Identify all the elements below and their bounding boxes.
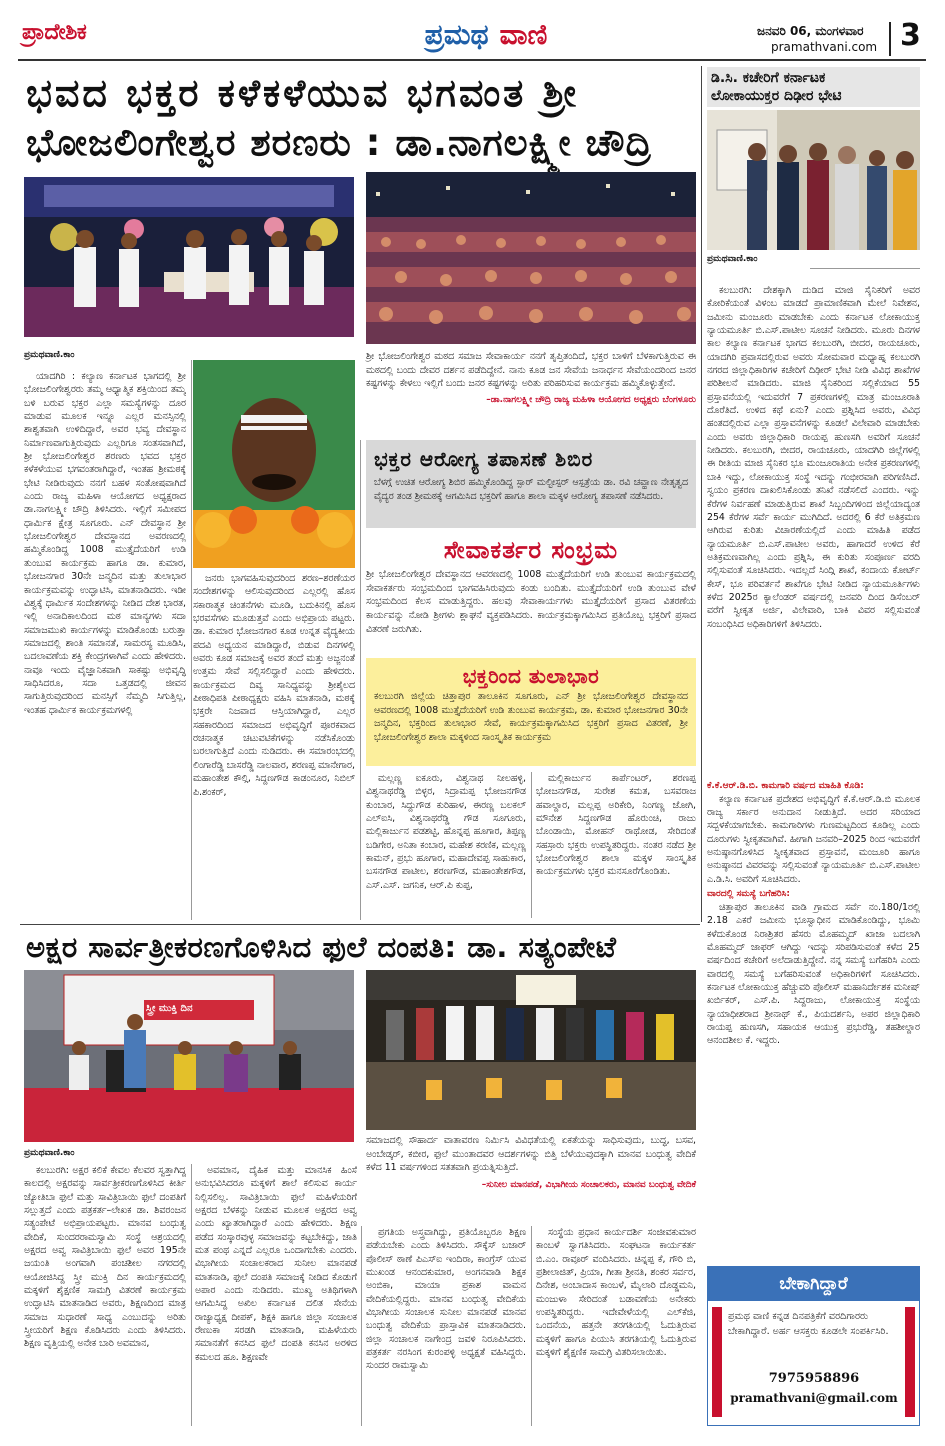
column-rule — [361, 1226, 362, 1426]
event-banner-text: ಸ್ತ್ರೀ ಮುಕ್ತಿ ದಿನ — [146, 1003, 193, 1014]
lead-column-3 — [366, 772, 526, 918]
second-caption — [366, 1134, 696, 1224]
credit-underline — [810, 268, 920, 269]
right-story-paragraph-1: ಕಲಬುರಗಿ: ದೇಶಕ್ಕಾಗಿ ದುಡಿದ ಮಾಜಿ ಸೈನಿಕರಿಗೆ ಅವರ ಕೋರಿಕೆಯಂತೆ ವಿಳಂಬ ಮಾಡದೆ ಪ್ರಾಮಾಣಿಕವಾಗಿ ಮೇಲೆ ನಿವೇಶನ, ಜಮೀನು ಮಂಜೂರು ಮಾಡಬೇಕು ಎಂದು ಕರ್ನಾಟಕ ಲೋಕಾಯುಕ್ತ ನ್ಯಾಯಮೂರ್ತಿ ಬಿ.ಎಸ್.ಪಾಟೀಲ ಸೂಚನೆ ನೀಡಿದರು. ಮೂರು ದಿನಗಳ ಕಾಲ ಕಲ್ಯಾಣ ಕರ್ನಾಟಕ ಭಾಗದ ಕಲಬುರಗಿ, ಬೀದರ, ರಾಯಚೂರು, ಯಾದಗಿರಿ ಪ್ರವಾಸದಲ್ಲಿರುವ ಅವರು ಸೋಮವಾರ ಮಧ್ಯಾಹ್ನ ಕಲಬುರಗಿ ನಗರದ ಜಿಲ್ಲಾಧಿಕಾರಿಗಳ ಕಚೇರಿಗೆ ದಿಢೀರ್ ಭೇಟಿ ನೀಡಿ ವಿವಿಧ ಶಾಖೆಗಳ ಪರಿಶೀಲನೆ ಮಾಡಿದರು. ಮಾಜಿ ಸೈನಿಕರಿಂದ ಸಲ್ಲಿಕೆಯಾದ 55 ಪ್ರಸ್ತಾವನೆಯಲ್ಲಿ ಇದುವರೆಗೆ 7 ಪ್ರಕರಣಗಳಲ್ಲಿ ಮಾತ್ರ ಮಂಜೂರಾತಿ ದೊರೆತಿದೆ. ಉಳಿದ ಕಥೆ ಏನು? ಎಂದು ಪ್ರಶ್ನಿಸಿದ ಅವರು, ವಿವಿಧ ಹಂತದಲ್ಲಿರುವ ಎಲ್ಲಾ ಪ್ರಸ್ತಾವನೆಗಳನ್ನು ಕೂಡಲೆ ವಿಲೇವಾರಿ ಮಾಡಬೇಕು ಎಂದು ಅವರು ಜಿಲ್ಲಾಧಿಕಾರಿ ರಾಯಪ್ಪ ಹುಣಸಗಿ ಅವರಿಗೆ ಸೂಚನೆ ನೀಡಿದರು. ಕಲಬುರಗಿ, ಬೀದರ, ರಾಯಚೂರು, ಯಾದಗಿರಿ ಜಿಲ್ಲೆಗಳಲ್ಲಿ ಈ ರೀತಿಯ ಮಾಜಿ ಸೈನಿಕರ ಭೂ ಮಂಜೂರಾತಿಯ ಅನೇಕ ಪ್ರಕರಣಗಳಲ್ಲಿ ಬಾಕಿ ಇದ್ದು, ಲೋಕಾಯುಕ್ತ ಸಂಸ್ಥೆ ಇದನ್ನು ಗಂಭೀರವಾಗಿ ಪರಿಗಣಿಸಿದೆ. ಸ್ವಯಂ ಪ್ರಕರಣ ದಾಖಲಿಸಿಕೊಂಡು ತನಿಖೆ ನಡೆಸಲಿದೆ ಎಂದರು. ಇನ್ನು ಕೆರೆಗಳ ನಿರ್ವಹಣೆ ಮಾಡುತ್ತಿರುವ ಶಾಖೆ ಸಿಬ್ಬಂದಿಗಳಿಂದ ಜಿಲ್ಲೆಯಾದ್ಯಂತ 254 ಕೆರೆಗಳ ಸರ್ವೆ ಕಾರ್ಯ ಮುಗಿದಿದೆ. ಅದರಲ್ಲಿ 6 ಕೆರೆ ಅತಿಕ್ರಮಣ ಆಗಿರುವ ಕುರಿತು ವಿಚಾರಣೆಯಲ್ಲಿದೆ ಎಂದು ಮಾಹಿತಿ ಪಡೆದ ನ್ಯಾಯಮೂರ್ತಿ ಬಿ.ಎಸ್.ಪಾಟೀಲ ಅವರು, ಹಾಗಾದರೆ ಉಳಿದ ಕೆರೆ ಅತಿಕ್ರಮಣವಾಗಿಲ್ಲ ಎಂದು ಪ್ರಶ್ನಿಸಿ, ಈ ಕುರಿತು ಸಂಪೂರ್ಣ ವರದಿ ಸಲ್ಲಿಸುವಂತೆ ಸೂಚಿಸಿದರು. ಇದಲ್ಲದೆ ಸಿಂದ್ಗಿ ಶಾಖೆ, ಕಂದಾಯ ಕೋರ್ಟ್ ಕೇಸ್, ಭೂ ಪರಿವರ್ತನೆ ಶಾಖೆಗೂ ಭೇಟಿ ನೀಡಿದ ನ್ಯಾಯಮೂರ್ತಿಗಳು ಕಳೆದ 2025ರ ಕ್ಯಾಲೆಂಡರ್ ವರ್ಷದಲ್ಲಿ ಜನವರಿ ದಿಂದ ಡಿಸೆಂಬರ್ ವರೆಗೆ ಸ್ವೀಕೃತ ಅರ್ಜಿ, ವಿಲೇವಾರಿ, ಬಾಕಿ ವಿವರ ಸಲ್ಲಿಸುವಂತೆ ಸಂಬಂಧಿಸಿದ ಅಧಿಕಾರಿಗಳಿಗೆ ತಿಳಿಸಿದರು. — [707, 285, 920, 630]
right-story-headline — [707, 67, 920, 107]
second-caption-text: ಸಮಾಜದಲ್ಲಿ ಸೌಹಾರ್ದ ವಾತಾವರಣ ನಿರ್ಮಿಸಿ ವಿವಿಧತೆಯಲ್ಲಿ ಏಕತೆಯನ್ನು ಸಾಧಿಸುವುದು, ಬುದ್ಧ, ಬಸವ, ಅಂಬೇಡ್ಕರ್, ಕಬೀರ, ಫುಲೆ ಮುಂತಾದವರ ಆದರ್ಶಗಳನ್ನು ಬಿತ್ತಿ ಬೆಳೆಯುವುದಕ್ಕಾಗಿ ಮಾನವ ಬಂಧುತ್ವ ವೇದಿಕೆ ಕಳೆದ 11 ವರ್ಷಗಳಿಂದ ಸತತವಾಗಿ ಪ್ರಯತ್ನಿಸುತ್ತಿದೆ. — [366, 1135, 696, 1174]
column-rule — [191, 1164, 192, 1426]
lead-headline-line1: ಭವದ ಭಕ್ತರ ಕಳೆಕಳೆಯುವ ಭಗವಂತ ಶ್ರೀ — [26, 71, 579, 115]
second-col3-paragraph: ಪ್ರಗತಿಯ ಅಸ್ತ್ರವಾಗಿದ್ದು, ಪ್ರತಿಯೊಬ್ಬರೂ ಶಿಕ್ಷಣ ಪಡೆಯಬೇಕು ಎಂದು ತಿಳಿಸಿದರು. ಸೌಕ್ಕೆಸ್ ಬಜಾರ್ ಪೊಲೀಸ್ ಠಾಣೆ ಪಿಎಸ್‌ಐ ಇಂದಿರಾ, ಕಾಂಗ್ರೆಸ್ ಯುವ ಮುಖಂಡ ಆನಂದಕುಮಾರ, ಅಂಗನವಾಡಿ ಶಿಕ್ಷಕ ಅಂಬಿಕಾ, ಮಾಯಾ ಪ್ರಕಾಶ ವಾಮನ ವೇದಿಕೆಯಲ್ಲಿದ್ದರು. ಮಾನವ ಬಂಧುತ್ವ ವೇದಿಕೆಯ ವಿಭಾಗೀಯ ಸಂಚಾಲಕ ಸುನೀಲ ಮಾನಪಡೆ ಮಾನವ ಬಂಧುತ್ವ ವೇದಿಕೆಯ ಪ್ರಾಸ್ತಾವಿಕ ಮಾತನಾಡಿದರು. ಜಿಲ್ಲಾ ಸಂಚಾಲಕ ನಾಗೇಂದ್ರ ಜವಳಿ ನಿರೂಪಿಸಿದರು. ಪತ್ರಕರ್ತ ನರಸಿಂಗ ಕುರಂಪಳ್ಳಿ ಅಧ್ಯಕ್ಷತೆ ವಹಿಸಿದ್ದರು. ಸುಂದರ ರಾಮಸ್ವಾಮಿ — [366, 1227, 526, 1372]
lead-column-4 — [536, 772, 696, 918]
lead-photo-credit: ಪ್ರಮಥವಾಣಿ.ಕಾಂ — [24, 350, 75, 360]
lead-headline — [26, 68, 706, 168]
second-column-3 — [366, 1226, 526, 1426]
column-rule — [360, 440, 361, 920]
brand-name-part2: ವಾಣಿ — [499, 18, 548, 51]
column-rule — [531, 772, 532, 918]
lead-quote-attribution: –ಡಾ.ನಾಗಲಕ್ಷ್ಮೀ ಚೌದ್ರಿ ರಾಜ್ಯ ಮಹಿಳಾ ಆಯೋಗದ ಅಧ್ಯಕ್ಷರು ಬೆಂಗಳೂರು — [486, 394, 696, 405]
column-rule — [531, 1226, 532, 1426]
event-stage-photo — [24, 970, 354, 1142]
wanted-ad-phone[interactable]: 7975958896 — [768, 1371, 860, 1386]
section-label: ಪ್ರಾದೇಶಿಕ — [22, 20, 87, 45]
group-photo — [366, 970, 696, 1130]
right-headline-line1: ಡಿ.ಸಿ. ಕಚೇರಿಗೆ ಕರ್ನಾಟಕ — [711, 70, 826, 86]
stage-photo — [24, 177, 354, 337]
tulabhara-title: ಭಕ್ತರಿಂದ ತುಲಾಭಾರ — [462, 664, 600, 688]
section-rule — [20, 924, 700, 925]
second-headline: ಅಕ್ಷರ ಸಾರ್ವತ್ರೀಕರಣಗೊಳಿಸಿದ ಫುಲೆ ದಂಪತಿ: ಡಾ. ಸತ್ಯಂಪೇಟೆ — [26, 930, 617, 964]
brand-name-part1: ಪ್ರಮಥ — [424, 18, 489, 51]
second-col1-paragraph: ಕಲಬುರಗಿ: ಅಕ್ಷರ ಕಲಿಕೆ ಕೇವಲ ಕೆಲವರ ಸ್ವತ್ತಾಗಿದ್ದ ಕಾಲದಲ್ಲಿ ಅಕ್ಷರವನ್ನು ಸಾರ್ವತ್ರೀಕರಣಗೊಳಿಸಿದ ಕೀರ್ತಿ ಜ್ಯೋತಿಬಾ ಫುಲೆ ಮತ್ತು ಸಾವಿತ್ರಿಬಾಯಿ ಫುಲೆ ದಂಪತಿಗೆ ಸಲ್ಲುತ್ತದೆ ಎಂದು ಪತ್ರಕರ್ತ–ಲೇಖಕ ಡಾ. ಶಿವರಂಜನ ಸತ್ಯಂಪೇಟೆ ಅಭಿಪ್ರಾಯಪಟ್ಟರು. ಮಾನವ ಬಂಧುತ್ವ ವೇದಿಕೆ, ಸುಂದರರಾಮಸ್ವಾಮಿ ಸಂಸ್ಥೆ ಆಶ್ರಯದಲ್ಲಿ ಅಕ್ಷರದ ಅವ್ವ ಸಾವಿತ್ರಿಬಾಯಿ ಫುಲೆ ಅವರ 195ನೇ ಜಯಂತಿ ಅಂಗವಾಗಿ ಪಂಚಶೀಲ ನಗರದಲ್ಲಿ ಆಯೋಜಿಸಿದ್ದ ಸ್ತ್ರೀ ಮುಕ್ತಿ ದಿನ ಕಾರ್ಯಕ್ರಮದಲ್ಲಿ ಮಕ್ಕಳಿಗೆ ಶೈಕ್ಷಣಿಕ ಸಾಮಗ್ರಿ ವಿತರಣೆ ಕಾರ್ಯಕ್ರಮ ಉದ್ಘಾಟಿಸಿ ಮಾತನಾಡಿದ ಅವರು, ಶಿಕ್ಷಣದಿಂದ ಮಾತ್ರ ಸಮಾಜ ಸುಧಾರಣೆ ಸಾಧ್ಯ ಎಂಬುದನ್ನು ಅರಿತು ಸ್ತ್ರೀಯರಿಗೆ ಶಿಕ್ಷಣ ಕೊಡಿಸಿದರು ಎಂದು ತಿಳಿಸಿದರು. ಶಿಕ್ಷಣ ವೃತ್ತಿಯಲ್ಲಿ ಅನೇಕ ಬಾರಿ ಅವಮಾನ, — [24, 1165, 186, 1350]
lead-column-1 — [24, 370, 186, 918]
page-divider — [889, 22, 891, 56]
lead-col1-paragraph: ಯಾದಗಿರಿ : ಕಲ್ಯಾಣ ಕರ್ನಾಟಕ ಭಾಗದಲ್ಲಿ ಶ್ರೀ ಭೋಜಲಿಂಗೇಶ್ವರರು ತಮ್ಮ ಆಧ್ಯಾತ್ಮಿಕ ಶಕ್ತಿಯಿಂದ ತಮ್ಮ ಬಳಿ ಬರುವ ಭಕ್ತರ ಎಲ್ಲಾ ಸಮಸ್ಯೆಗಳನ್ನು ದೂರ ಮಾಡುವ ಮೂಲಕ ಇನ್ನೂ ಎಲ್ಲರ ಮನಸ್ಸಿನಲ್ಲಿ ಶಾಶ್ವತವಾಗಿ ಉಳಿದಿದ್ದಾರೆ, ಅವರ ಭವ್ಯ ದೇವಸ್ಥಾನ ನಿರ್ಮಾಣವಾಗುತ್ತಿರುವುದು ಎಲ್ಲರಿಗೂ ಸಂತಸವಾಗಿದೆ, ಶ್ರೀ ಭೋಜಲಿಂಗೇಶ್ವರ ಶರಣರು ಭವದ ಭಕ್ತರ ಕಳೆಕಳೆಯುವ ಭಗವಂತರಾಗಿದ್ದಾರೆ, ಇಂತಹ ಶ್ರೀಮಠಕ್ಕೆ ಭೇಟಿ ನೀಡಿರುವುದು ನನಗೆ ಬಹಳ ಸಂತೋಷವಾಗಿದೆ ಎಂದು ರಾಜ್ಯ ಮಹಿಳಾ ಆಯೋಗದ ಅಧ್ಯಕ್ಷರಾದ ಡಾ.ನಾಗಲಕ್ಷ್ಮೀ ಚೌದ್ರಿ ತಿಳಿಸಿದರು. ಇಲ್ಲಿಗೆ ಸಮೀಪದ ಧಾರ್ಮಿಕ ಕ್ಷೇತ್ರ ಸೂಗೂರು. ಎನ್ ದೇವಸ್ಥಾನ ಶ್ರೀ ಭೋಜಲಿಂಗೇಶ್ವರ ದೇವಸ್ಥಾನದ ಅವರಣದಲ್ಲಿ ಹಮ್ಮಿಕೊಂಡಿದ್ದ 1008 ಮುತ್ತೈದೆಯರಿಗೆ ಉಡಿ ತುಂಬುವ ಕಾರ್ಯಕ್ರಮ ಹಾಗೂ ಡಾ. ಕುಮಾರ, ಭೋಜನಗಾರ 30ನೇ ಜನ್ಮದಿನ ಮತ್ತು ತುಲಾಭಾರ ಕಾರ್ಯಕ್ರಮವನ್ನು ಉದ್ಘಾಟಿಸಿ, ಮಾತನಾಡಿದರು. ಇಡೀ ವಿಶ್ವಕ್ಕೆ ಧಾರ್ಮಿಕ ಸಂದೇಶಗಳನ್ನು ನೀಡಿದ ದೇಶ ಭಾರತ, ಇಲ್ಲಿ ಅನಾದಿಕಾಲದಿಂದ ಮಠ ಮಾನ್ಯಗಳು ಸದಾ ಸಮಾಜಮುಖಿ ಕಾರ್ಯಗಳನ್ನು ಮಾಡಿಕೊಂಡು ಬರುತ್ತಾ ಸಮಾಜದಲ್ಲಿ ಶಾಂತಿ ಸಮಾನತೆ, ಸಾಮರಸ್ಯ ಮೂಡಿಸಿ, ಬದಲಾವಣೆಯ ಶಕ್ತಿ ಕೇಂದ್ರಗಳಾಗಿವೆ ಎಂದು ಹೇಳಿದರು. ನಾವೂ ಇಂದು ವೈಜ್ಞಾನಿಕವಾಗಿ ಸಾಕಷ್ಟು ಅಭಿವೃದ್ಧಿ ಸಾಧಿಸಿದರೂ, ಸದಾ ಒತ್ತಡದಲ್ಲಿ ಜೀವನ ಸಾಗುತ್ತಿರುವುದರಿಂದ ಮನಸ್ಸಿಗೆ ನೆಮ್ಮದಿ ಸಿಗುತ್ತಿಲ್ಲ, ಇಂತಹ ಧಾರ್ಮಿಕ ಕಾರ್ಯಕ್ರಮಗಳಲ್ಲಿ — [24, 371, 186, 716]
health-camp-box — [366, 440, 696, 528]
seva-title: ಸೇವಾಕರ್ತರ ಸಂಭ್ರಮ — [443, 536, 619, 564]
second-column-4 — [536, 1226, 696, 1426]
section-rule — [701, 66, 702, 922]
right-subhead-1: ಕೆ.ಕೆ.ಆರ್.ಡಿ.ಬಿ. ಕಾಮಗಾರಿ ವರ್ಷದ ಮಾಹಿತಿ ಕೊಡಿ: — [707, 781, 864, 791]
column-rule — [191, 360, 192, 920]
lead-quote-text: ಶ್ರೀ ಭೋಜಲಿಂಗೇಶ್ವರ ಮಠದ ಸಮಾಜ ಸೇವಾಕಾರ್ಯ ನನಗೆ ತೃಪ್ತಿತಂದಿದೆ, ಭಕ್ತರ ಬಾಳಿಗೆ ಬೆಳಕಾಗುತ್ತಿರುವ ಈ ಮಠದಲ್ಲಿ ಬಂದು ದೇವರ ದರ್ಶನ ಪಡೆದಿದ್ದೇನೆ. ನಾನು ಕೂಡ ಜನ ಸೇವೆಯ ಜನಾರ್ಧನ ಸೇವೆಯಂದರಿಂದ ಜನರ ಕಷ್ಟಗಳನ್ನು ಕೇಳಲು ಇಲ್ಲಿಗೆ ಬಂದು ಜನರ ಕಷ್ಟಗಳನ್ನು ಅರಿತು ಪರಿಹರಿಸುವ ಕಾರ್ಯಕ್ರಮ ಹಮ್ಮಿಕೊಳ್ಳುತ್ತೇನೆ. — [366, 351, 696, 390]
website-link[interactable]: pramathvani.com — [771, 40, 878, 54]
brand-logo — [392, 18, 580, 54]
health-camp-title: ಭಕ್ತರ ಆರೋಗ್ಯ ತಪಾಸಣೆ ಶಿಬಿರ — [374, 447, 594, 471]
right-story-paragraph-3: ಚಿತ್ತಾಪುರ ತಾಲೂಕಿನ ವಾಡಿ ಗ್ರಾಮದ ಸರ್ವೆ ನಂ.180/1ರಲ್ಲಿ 2.18 ಎಕರೆ ಜಮೀನು ಭೂಸ್ವಾಧೀನ ಮಾಡಿಕೊಂಡಿದ್ದು, ಭೂಮಿ ಕಳೆದುಕೊಂಡ ನಿರಾಶ್ರಿತರ ಹೆಸರು ಮೊಹಮ್ಮದ್ ಖಾಜಾ ಬದಲಾಗಿ ಮೊಹಮ್ಮದ್ ಜಾಫರ್ ಆಗಿದ್ದು ಇದನ್ನು ಸರಿಪಡಿಸುವಂತೆ ಕಳೆದ 25 ವರ್ಷದಿಂದ ಕಚೇರಿಗೆ ಅಲೆದಾಡುತ್ತಿದ್ದೇನೆ. ನನ್ನ ಸಮಸ್ಯೆ ಬಗೆಹರಿಸಿ ಎಂದು ವಾರದಲ್ಲಿ ಸಮಸ್ಯೆ ಬಗೆಹರಿಸುವಂತೆ ಅಧಿಕಾರಿಗಳಿಗೆ ಸೂಚಿಸಿದರು. ಕರ್ನಾಟಕ ಲೋಕಾಯುಕ್ತ ಹೆಚ್ಚುವರಿ ಪೊಲೀಸ್ ಮಹಾನಿರ್ದೇಶಕ ಮನೀಷ್ ಖರ್ಬಿಕರ್, ಎಸ್.ಪಿ. ಸಿದ್ದರಾಜು, ಲೋಕಾಯುಕ್ತ ಸಂಸ್ಥೆಯ ನ್ಯಾಯಾಧೀಶರಾದ ಶ್ರೀನಾಥ್ ಕೆ., ಪಿಯದರ್ಶನಿ, ಅಪರ ಜಿಲ್ಲಾಧಿಕಾರಿ ರಾಯಪ್ಪ ಹುಣಸಗಿ, ಸಹಾಯಕ ಆಯುಕ್ತ ಪ್ರಭುರೆಡ್ಡಿ, ತಹಶೀಲ್ದಾರ ಆನಂದಶೀಲ ಕೆ. ಇದ್ದರು. — [707, 901, 920, 1047]
right-story-paragraph-2: ಕಲ್ಯಾಣ ಕರ್ನಾಟಕ ಪ್ರದೇಶದ ಅಭಿವೃದ್ಧಿಗೆ ಕೆ.ಕೆ.ಆರ್.ಡಿ.ಬಿ ಮೂಲಕ ರಾಜ್ಯ ಸರ್ಕಾರ ಅನುದಾನ ನೀಡುತ್ತಿದೆ. ಅದರ ಸರಿಯಾದ ಸದ್ಬಳಕೆಯಾಗಬೇಕು. ಕಾಮಗಾರಿಗಳು ಗುಣಮಟ್ಟದಿಂದ ಕೂಡಿಲ್ಲ ಎಂದು ದೂರುಗಳು ಸ್ವೀಕೃತವಾಗಿವೆ. ಹೀಗಾಗಿ ಜನವರಿ–2025 ರಿಂದ ಇದುವರೆಗೆ ಅನುಷ್ಠಾನಗೊಳಿಸಿದ ಸ್ವೀಕೃತವಾದ ಪ್ರಸ್ತಾವನೆ, ಮಂಜೂರಿ ಹಾಗೂ ಅನುಷ್ಠಾನದ ವಿವರವನ್ನು ಸಲ್ಲಿಸುವಂತೆ ನ್ಯಾಯಮೂರ್ತಿ ಬಿ.ಎಸ್.ಪಾಟೀಲ ಎ.ಡಿ.ಸಿ. ಅವರಿಗೆ ಸೂಚಿಸಿದರು. — [707, 793, 920, 885]
second-column-1 — [24, 1164, 186, 1426]
lead-col2-paragraph: ಜನರು ಭಾಗವಹಿಸುವುದರಿಂದ ಶರಣ–ಶರಣೆಯರ ಸಂದೇಶಗಳನ್ನು ಆಲಿಸುವುದರಿಂದ ಎಲ್ಲರಲ್ಲಿ ಹೊಸ ಸಕಾರಾತ್ಮಕ ಚಿಂತನೆಗಳು ಮೂಡಿ, ಬದುಕಿನಲ್ಲಿ ಹೊಸ ಭರವಸೆಗಳು ಮೂಡುತ್ತವೆ ಎಂದು ಅಭಿಪ್ರಾಯ ಪಟ್ಟರು. ಡಾ. ಕುಮಾರ ಭೋಜನಗಾರ ಕೂಡ ಉನ್ನತ ವೈದ್ಯಕೀಯ ಪದವಿ ಅಧ್ಯಯನ ಮಾಡಿದ್ದಾರೆ, ಬಿಡುವ ದಿನಗಳಲ್ಲಿ ಅವರು ಕೂಡ ಸಮಾಜಕ್ಕೆ ಅವರ ತಂದೆ ಮತ್ತು ಅಜ್ಜನಂತೆ ಉತ್ತಮ ಸೇವೆ ಸಲ್ಲಿಸಲಿದ್ದಾರೆ ಎಂದು ಹೇಳಿದರು. ಕಾರ್ಯಕ್ರಮದ ದಿವ್ಯ ಸಾನಿಧ್ಯವನ್ನು ಶ್ರೀಶೈಲದ ಪೀಠಾಧಿಪತಿ ಪೀಠಾಧ್ಯಕ್ಷರು ವಹಿಸಿ ಮಾತನಾಡಿ, ಮಠಕ್ಕೆ ಭಕ್ತರೇ ನಿಜವಾದ ಆಸ್ತಿಯಾಗಿದ್ದಾರೆ, ಎಲ್ಲರ ಸಹಕಾರದಿಂದ ಸಮಾಜದ ಅಭಿವೃದ್ಧಿಗೆ ಪೂರಕವಾದ ರಚನಾತ್ಮಕ ಚಟುವಟಿಕೆಗಳನ್ನು ನಡೆಸಿಕೊಂಡು ಬರಲಾಗುತ್ತಿದೆ ಎಂದು ನುಡಿದರು. ಈ ಸಮಾರಂಭದಲ್ಲಿ ಲಿಂಗಾರೆಡ್ಡಿ ಬಾಸರೆಡ್ಡಿ ನಾಲವಾರ, ಶರಣಪ್ಪ ಮಾನೇಗಾರ, ಮಹಾಂತೇಶ ಕೌಲ್ಗಿ, ಸಿದ್ದಣಗೌಡ ಕಾಡಂನೂರ, ನಿಬಿಲ್ ಪಿ.ಶಂಕರ್, — [193, 573, 355, 798]
wanted-ad-text: ಪ್ರಮಥ ವಾಣಿ ಕನ್ನಡ ದಿನಪತ್ರಿಕೆಗೆ ವರದಿಗಾರರು ಬೇಕಾಗಿದ್ದಾರೆ. ಅರ್ಹ ಆಸಕ್ತರು ಕೂಡಲೇ ಸಂಪರ್ಕಿಸಿರಿ. — [728, 1311, 889, 1338]
second-col4-paragraph: ಸಂಸ್ಥೆಯ ಪ್ರಧಾನ ಕಾರ್ಯದರ್ಶಿ ಸಂಜೀವಕುಮಾರ ಕಾಂಬಳೆ ಸ್ವಾಗತಿಸಿದರು. ಸಂಘಟನಾ ಕಾರ್ಯಕರ್ತ ಬಿ.ಎಂ. ರಾವೂರ್ ವಂದಿಸಿದರು. ಚಿನ್ನಪ್ಪ ಕೆ, ಗೌರಿ ಬಿ, ಪ್ರಶೀಲಾಜಿತ್, ಪ್ರಿಯಾ, ಗೀತಾ ಶ್ರೀನತಿ, ಶಂಕರ ಸರ್ವರ, ದಿನೇಶ, ಅಂಬಾದಾಸ ಕಾಂಬಳೆ, ಮೈಲಾರಿ ದೊಡ್ಡಮನಿ, ಮಂಜುಳಾ ಸೇರಿದಂತೆ ಬಡಾವಣೆಯ ಅನೇಕರು ಉಪಸ್ಥಿತರಿದ್ದರು. ಇದೇವೇಳೆಯಲ್ಲಿ ಎಲ್‌ಕೆಜಿ, ಒಂದನೆಯ, ಹತ್ತನೇ ತರಗತಿಯಲ್ಲಿ ಓದುತ್ತಿರುವ ಮಕ್ಕಳಿಗೆ ಹಾಗೂ ಪಿಯುಸಿ ತರಗತಿಯಲ್ಲಿ ಓದುತ್ತಿರುವ ಮಕ್ಕಳಿಗೆ ಶೈಕ್ಷಣಿಕ ಸಾಮಗ್ರಿ ವಿತರಿಸಲಾಯಿತು. — [536, 1227, 696, 1359]
lead-col4-paragraph: ಮಲ್ಲಿಕಾರ್ಜುನ ಕಾರ್ಪೆಂಟರ್, ಶರಣಪ್ಪ ಭೋಜನಗೌಡ, ಸುರೇಶ ಕಮತ, ಬಸವರಾಜ ಹವಾಲ್ದಾರ, ಮಲ್ಲಪ್ಪ ಅರಿಕೇರಿ, ನಿಂಗಣ್ಣ ಜೋಗಿ, ಮೌನೇಶ ಸಿದ್ದಣಗೌಡ ಹೊರುಂಚಿ, ರಾಜು ಬೊಂಡಾಯಿ, ಮೋಹನ್ ರಾಥೋಡ, ಸೇರಿದಂತೆ ಸಹಸ್ರಾರು ಭಕ್ತರು ಉಪಸ್ಥಿತರಿದ್ದರು. ನಂತರ ನಡೆದ ಶ್ರೀ ಭೋಜಲಿಂಗೇಶ್ವರ ಶಾಲಾ ಮಕ್ಕಳ ಸಾಂಸ್ಕೃತಿಕ ಕಾರ್ಯಕ್ರಮಗಳು ಭಕ್ತರ ಮನಸೂರೆಗೊಂಡಿತು. — [536, 773, 696, 878]
right-subhead-2: ವಾರದಲ್ಲಿ ಸಮಸ್ಯೆ ಬಗೆಹರಿಸಿ: — [707, 889, 791, 900]
tulabhara-box — [366, 658, 696, 766]
second-column-2 — [195, 1164, 357, 1426]
right-photo-credit: ಪ್ರಮಥವಾಣಿ.ಕಾಂ — [707, 254, 758, 264]
lead-column-2 — [193, 572, 355, 918]
seva-text: ಶ್ರೀ ಭೋಜಲಿಂಗೇಶ್ವರ ದೇವಸ್ಥಾನದ ಆವರಣದಲ್ಲಿ 1008 ಮುತ್ತೈದೆಯರಿಗೆ ಉಡಿ ತುಂಬುವ ಕಾರ್ಯಕ್ರಮದಲ್ಲಿ ಸೇವಾಕರ್ತರು ಸಂಭ್ರಮದಿಂದ ಭಾಗವಹಿಸಿರುವುದು ಕಂಡು ಬಂದಿತು. ಮುತ್ತೈದೆಯರಿಗೆ ಉಡಿ ತುಂಬುವ ವೇಳೆ ಸಂಭ್ರಮದಿಂದ ಕೆಲಸ ಮಾಡುತ್ತಿದ್ದರು. ಹಲವು ಸೇವಾಕಾರ್ಯಗಳು ಮುತ್ತೈದೆಯರಿಗೆ ಪ್ರಸಾದ ವಿತರಣೆಯ ಕಾರ್ಯವನ್ನು ನೋಡಿ ಶ್ರೀಗಳು ಶ್ಲಾಘನೆ ವ್ಯಕ್ತಪಡಿಸಿದರು. ಕಾರ್ಯಕ್ರಮಕ್ಕಾಗಮಿಸಿದ ಪ್ರತಿಯೊಬ್ಬ ಭಕ್ತರಿಗೆ ಪ್ರಸಾದ ವಿತರಣೆ ಜರುಗಿತು. — [366, 569, 696, 635]
right-headline-line2: ಲೋಕಾಯುಕ್ತರ ದಿಢೀರ ಭೇಟಿ — [711, 88, 842, 104]
second-caption-attribution: –ಸುನೀಲ ಮಾನಪಡೆ, ವಿಭಾಗೀಯ ಸಂಚಾಲಕರು, ಮಾನವ ಬಂಧುತ್ವ ವೇದಿಕೆ — [481, 1179, 696, 1190]
right-story-body-2 — [707, 780, 920, 1078]
health-camp-text: ಬೆಳಗ್ಗೆ ಉಚಿತ ಆರೋಗ್ಯ ಶಿಬಿರ ಹಮ್ಮಿಕೊಂಡಿದ್ದ ಸ್ಪಾರ್ ಮಲ್ಟೀಸ್ಪರ್ ಆಸ್ಪತ್ರೆಯ ಡಾ. ರವಿ ಚವ್ಹಾಣ ನೇತೃತ್ವದ ವೈದ್ಯರ ತಂಡ ಶ್ರೀಮಠಕ್ಕೆ ಆಗಮಿಸಿದ ಭಕ್ತರಿಗೆ ಹಾಗೂ ಶಾಲಾ ಮಕ್ಕಳ ಆರೋಗ್ಯ ತಪಾಸಣೆ ನಡೆಸಿದರು. — [374, 477, 688, 502]
masthead-rule — [18, 59, 926, 61]
wanted-ad-title: ಬೇಕಾಗಿದ್ದಾರೆ — [708, 1267, 919, 1301]
page-number: 3 — [900, 18, 921, 53]
second-col2-paragraph: ಅವಮಾನ, ದೈಹಿಕ ಮತ್ತು ಮಾನಸಿಕ ಹಿಂಸೆ ಅನುಭವಿಸಿದರೂ ಮಕ್ಕಳಿಗೆ ಶಾಲೆ ಕಲಿಸುವ ಕಾರ್ಯ ನಿಲ್ಲಿಸಲಿಲ್ಲ. ಸಾವಿತ್ರಿಬಾಯಿ ಫುಲೆ ಮಹಿಳೆಯರಿಗೆ ಅಕ್ಷರದ ಬೆಳಕನ್ನು ನೀಡುವ ಮೂಲಕ ಅಕ್ಷರದ ಅವ್ವ ಎಂದು ಖ್ಯಾತರಾಗಿದ್ದಾರೆ ಎಂದು ಹೇಳಿದರು. ಶಿಕ್ಷಣ ಪಡೆದ ಸಂಸ್ಕಾರವುಳ್ಳ ಸಮಾಜವನ್ನು ಕಟ್ಟಬೇಕಿದ್ದು, ಜಾತಿ ಮತ ಪಂಥ ಎನ್ನದೆ ಎಲ್ಲರೂ ಒಂದಾಗಬೇಕು ಎಂದರು. ವಿಭಾಗೀಯ ಸಂಚಾಲಕರಾದ ಸುನೀಲ ಮಾನಪಡೆ ಮಾತನಾಡಿ, ಫುಲೆ ದಂಪತಿ ಸಮಾಜಕ್ಕೆ ನೀಡಿದ ಕೊಡುಗೆ ಅಪಾರ ಎಂದು ನುಡಿದರು. ಮುಖ್ಯ ಅತಿಥಿಗಳಾಗಿ ಆಗಮಿಸಿದ್ದ ಅಖಿಲ ಕರ್ನಾಟಕ ದಲಿತ ಸೇನೆಯ ರಾಜ್ಯಾಧ್ಯಕ್ಷ ದೀಪಕ್, ಶಿಕ್ಷಕಿ ಹಾಗೂ ಜಿಲ್ಲಾ ಸಂಚಾಲಕ ರೇಣುಕಾ ಸರಡಗಿ ಮಾತನಾಡಿ, ಮಹಿಳೆಯರು ಸಮಾನತೆಗೆ ಕನಸಿದ ಫುಲೆ ದಂಪತಿ ಕನಸಿನ ಅರಳಿದ ಕಮಲದ ಹೂ. ಶಿಕ್ಷಣವೇ — [195, 1165, 357, 1363]
lead-col3-paragraph: ಮಲ್ಲಣ್ಣ ಐಕೂರು, ವಿಶ್ವನಾಥ ನೀಲಹಳ್ಳಿ, ವಿಶ್ವನಾಥರೆಡ್ಡಿ ಬಿಳ್ಳರ, ಸಿದ್ರಾಮಪ್ಪ ಭೋಜನಗೌಡ ಕುಂಬಾರ, ಸಿದ್ದುಗೌಡ ಕುರಿಹಾಳ, ಈರಣ್ಣ ಬಲಕಲ್ ಎಲ್ಐಸಿ, ವಿಶ್ವನಾಥರೆಡ್ಡಿ ಗೌಡ ಸೂಗೂರು, ಮಲ್ಲಿಕಾರ್ಜುನ ಪಡಶಟ್ಟಿ, ಹೊನ್ನಪ್ಪ ಹೂಗಾರ, ತಿಪ್ಪಣ್ಣ ಬಡಿಗೇರ, ಅನಿತಾ ಕಂಬಾರ, ಮಹೇಶ ಕರಣಿಕ, ಮಲ್ಲಣ್ಣ ಕಾಮನ್, ಪ್ರಭು ಹೂಗಾರ, ಮಹಾದೇವಪ್ಪ ಸಾಹುಕಾರ, ಬಸನಗೌಡ ಪಾಟೀಲ, ಶರಣಗೌಡ, ಮಹಾಂತೇಶಗೌಡ, ಎಸ್.ಎಸ್. ಜಗನಿಕ, ಆರ್.ಪಿ ಕುಪ್ಪ, — [366, 773, 526, 891]
lead-quote — [366, 350, 696, 430]
lead-headline-line2: ಭೋಜಲಿಂಗೇಶ್ವರ ಶರಣರು : ಡಾ.ನಾಗಲಕ್ಷ್ಮೀ ಚೌದ್ರಿ — [26, 121, 653, 164]
wanted-ad — [707, 1266, 920, 1426]
right-story-body — [707, 284, 920, 778]
seva-box — [366, 532, 696, 656]
issue-date: ಜನವರಿ 06, ಮಂಗಳವಾರ — [757, 24, 864, 38]
wanted-ad-accent — [712, 1307, 722, 1417]
portrait-photo — [193, 360, 355, 568]
wanted-ad-email[interactable]: pramathvani@gmail.com — [730, 1391, 898, 1405]
wanted-ad-accent — [905, 1307, 915, 1417]
tulabhara-text: ಕಲಬುರಗಿ ಜಿಲ್ಲೆಯ ಚಿತ್ತಾಪುರ ತಾಲೂಕಿನ ಸೂಗೂರು, ಎನ್ ಶ್ರೀ ಭೋಜಲಿಂಗೇಶ್ವರ ದೇವಸ್ಥಾನದ ಆವರಣದಲ್ಲಿ 1008 ಮುತ್ತೈದೆಯರಿಗೆ ಉಡಿ ತುಂಬುವ ಕಾರ್ಯಕ್ರಮ, ಡಾ. ಕುಮಾರ ಭೋಜನಗಾರ 30ನೇ ಜನ್ಮದಿನ, ಭಕ್ತರಿಂದ ತುಲಾಭಾರ ಸೇವೆ, ಕಾರ್ಯಕ್ರಮಕ್ಕಾಗಮಿಸಿದ ಭಕ್ತರಿಗೆ ಪ್ರಸಾದ ವಿತರಣೆ, ಶ್ರೀ ಭೋಜಲಿಂಗೇಶ್ವರ ಶಾಲಾ ಮಕ್ಕಳಿಂದ ಸಾಂಸ್ಕೃತಿಕ ಕಾರ್ಯಕ್ರಮ — [374, 691, 688, 743]
masthead — [0, 0, 945, 60]
second-photo-credit: ಪ್ರಮಥವಾಣಿ.ಕಾಂ — [24, 1148, 75, 1158]
lokayukta-photo — [707, 110, 920, 250]
crowd-photo — [366, 172, 696, 344]
